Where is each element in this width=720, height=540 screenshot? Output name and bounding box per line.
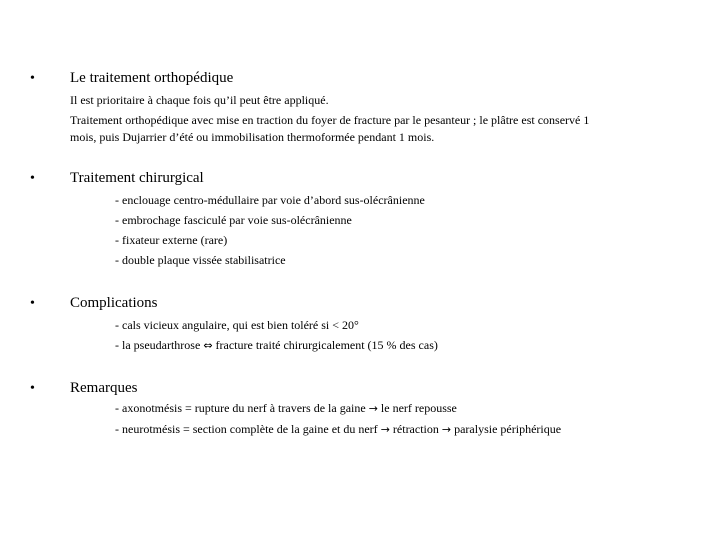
text-line: Il est prioritaire à chaque fois qu’il peut être appliqué. xyxy=(70,93,329,107)
list-item-text: - neurotmésis = section complète de la gaine et du nerf xyxy=(115,422,378,436)
list-item xyxy=(115,338,438,353)
bullet-4: • xyxy=(30,381,35,396)
bullet-2: • xyxy=(30,171,35,186)
list-item: - cals vicieux angulaire, qui est bien toléré si < 20° xyxy=(115,318,359,332)
list-item: - enclouage centro-médullaire par voie d’abord sus-olécrânienne xyxy=(115,193,425,207)
right-arrow-icon: → xyxy=(368,402,378,415)
list-item xyxy=(115,401,457,416)
text-line: Traitement orthopédique avec mise en traction du foyer de fracture par le pesanteur ; le plâtre est conservé 1 xyxy=(70,113,590,127)
bullet-1: • xyxy=(30,71,35,86)
heading-remarques: Remarques xyxy=(70,380,138,396)
heading-complications: Complications xyxy=(70,295,158,311)
right-arrow-icon: → xyxy=(441,423,452,436)
list-item-text: - la pseudarthrose xyxy=(115,338,201,352)
list-item-text: rétraction xyxy=(392,422,439,436)
right-arrow-icon: → xyxy=(380,423,390,436)
heading-traitement-chirurgical: Traitement chirurgical xyxy=(70,170,204,186)
list-item: - double plaque vissée stabilisatrice xyxy=(115,253,286,267)
list-item-text: fracture traité chirurgicalement (15 % des cas) xyxy=(215,338,438,352)
bullet-3: • xyxy=(30,296,35,311)
text-line: mois, puis Dujarrier d’été ou immobilisation thermoformée pendant 1 mois. xyxy=(70,130,435,144)
double-arrow-icon: ⇔ xyxy=(203,339,213,352)
list-item xyxy=(115,422,561,437)
list-item-text: le nerf repousse xyxy=(380,401,457,415)
heading-traitement-orthopedique: Le traitement orthopédique xyxy=(70,70,234,86)
list-item: - embrochage fasciculé par voie sus-olécrânienne xyxy=(115,213,352,227)
list-item: - fixateur externe (rare) xyxy=(115,233,228,247)
list-item-text: - axonotmésis = rupture du nerf à travers de la gaine xyxy=(115,401,366,415)
list-item-text: paralysie périphérique xyxy=(454,422,562,436)
